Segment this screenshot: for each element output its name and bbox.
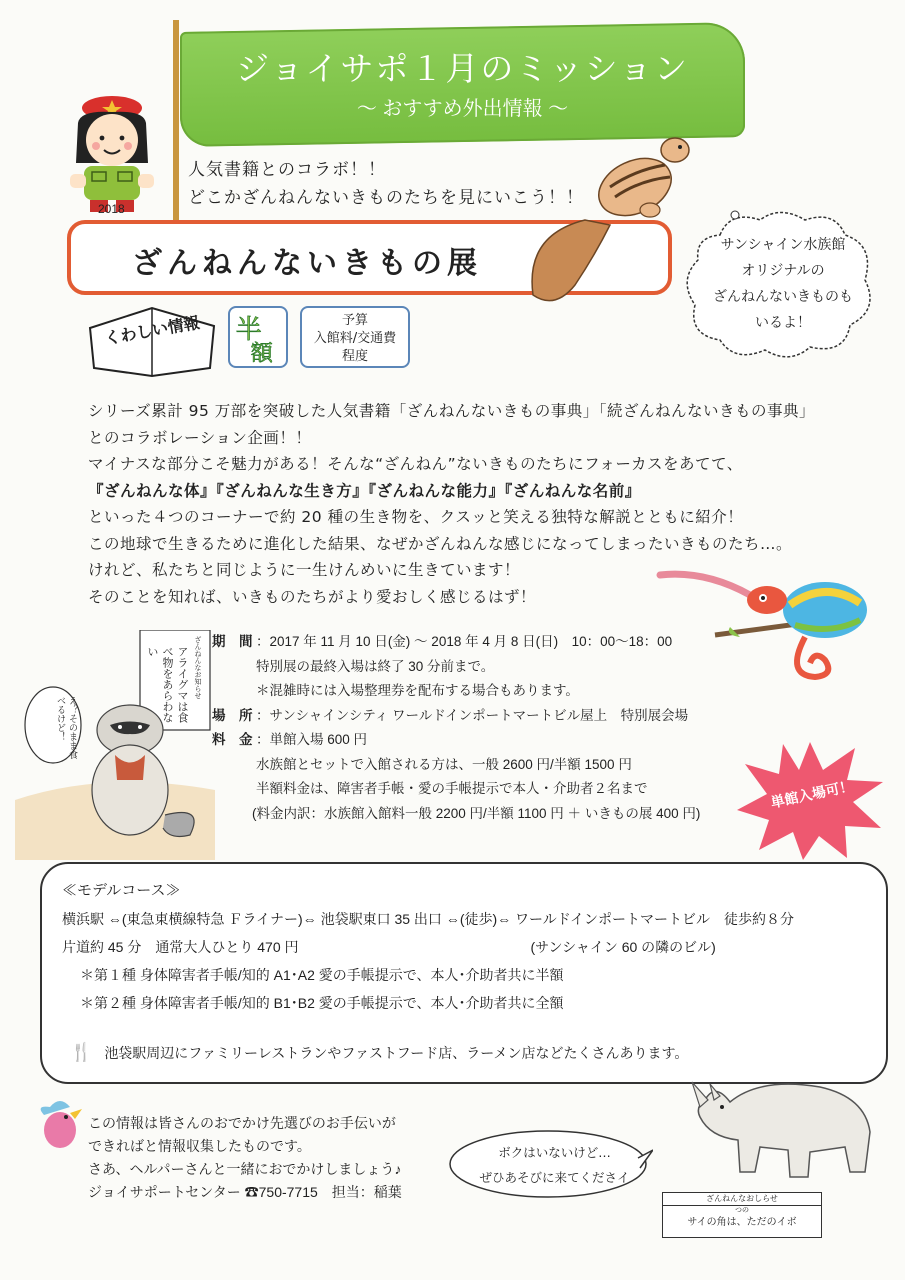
- half-price-icon: [228, 306, 288, 368]
- raccoon-sign-title: ざんねんなお知らせ: [194, 636, 202, 699]
- course-note-1: ＊第１種 身体障害者手帳/知的 A1･A2 愛の手帳提示で、本人･介助者共に半額: [80, 967, 564, 983]
- footer-line-4: ジョイサポートセンター ☎750-7715 担当：稲葉: [88, 1184, 402, 1200]
- course-duration: 片道約 45 分 通常大人ひとり 470 円: [62, 939, 299, 955]
- period-note-2: ＊混雑時には入場整理券を配布する場合もあります。: [256, 683, 579, 698]
- body-line: とのコラボレーション企画！！: [88, 428, 312, 447]
- rhino-bubble-line-1: ボクはいないけど…: [498, 1145, 611, 1160]
- body-line: 『ざんねんな体』『ざんねんな生き方』『ざんねんな能力』『ざんねんな名前』: [88, 481, 641, 500]
- cloud-line-2: オリジナルの: [741, 263, 825, 279]
- rhino-bubble-text: [462, 1140, 647, 1190]
- cloud-line-4: いるよ！: [755, 315, 811, 331]
- model-course-content: [62, 877, 882, 1017]
- fee-note-2: 半額料金は、障害者手帳・愛の手帳提示で本人・介助者２名まで: [256, 781, 648, 796]
- svg-text:額: 額: [250, 340, 273, 366]
- banner-subtitle: ～ おすすめ外出情報 ～: [356, 98, 569, 120]
- body-line: といった４つのコーナーで約 20 種の生き物を、クスッと笑える独特な解説とともに紹介！: [88, 508, 744, 526]
- fee-label: 料 金: [212, 732, 253, 747]
- cloud-text: [698, 232, 868, 336]
- budget-line-3: 程度: [341, 349, 368, 364]
- cloud-line-1: サンシャイン水族館: [720, 237, 846, 253]
- raccoon-sign-text: アライグマは食べ物をあらわない: [146, 646, 189, 723]
- course-title: ≪モデルコース≫: [62, 882, 181, 899]
- footer-line-2: できればと情報収集したものです。: [88, 1138, 311, 1154]
- rhino-notice: [662, 1192, 822, 1238]
- restaurant-text: 池袋駅周辺にファミリーレストランやファストフード店、ラーメン店などたくさんあります。: [104, 1045, 689, 1061]
- notice-title: ざんねんなおしらせ: [663, 1193, 821, 1206]
- info-label: くわしい情報: [103, 312, 202, 349]
- course-note-2: ＊第２種 身体障害者手帳/知的 B1･B2 愛の手帳提示で、本人･介助者共に全額: [80, 995, 564, 1011]
- place-label: 場 所: [212, 707, 253, 723]
- cloud-line-3: ざんねんないきものも: [713, 289, 853, 305]
- rhino-bubble-line-2: ぜひあそびに来てくださイ: [479, 1170, 630, 1185]
- footer-line-1: この情報は皆さんのおでかけ先選びのお手伝いが: [88, 1115, 396, 1131]
- course-building-note: (サンシャイン 60 の隣のビル): [530, 939, 716, 955]
- svg-text:半: 半: [235, 314, 262, 345]
- body-line: そのことを知れば、いきものたちがより愛おしく感じるはず！: [88, 587, 537, 606]
- fee-note-1: 水族館とセットで入館される方は、一般 2600 円/半額 1500 円: [256, 756, 632, 772]
- budget-line-1: 予算: [341, 313, 368, 328]
- collab-line-1: 人気書籍とのコラボ！！: [188, 160, 386, 180]
- body-line: マイナスな部分こそ魅力がある！そんな“ざんねん”ないきものたちにフォーカスをあてて、: [88, 455, 743, 473]
- fee-note-3: (料金内訳：水族館入館料一般 2200 円/半額 1100 円 ＋ いきもの展 400 円): [252, 805, 701, 821]
- budget-box: [300, 306, 410, 368]
- period-note-1: 特別展の最終入場は終了 30 分前まで。: [256, 658, 495, 674]
- fee-value: ：単館入場 600 円: [256, 732, 368, 747]
- restaurant-info: [70, 1042, 688, 1063]
- footer-line-3: さあ、ヘルパーさんと一緒におでかけしましょう♪: [88, 1161, 402, 1177]
- mascot-illustration: [60, 88, 170, 218]
- period-label: 期 間: [212, 634, 253, 649]
- body-line: この地球で生きるために進化した結果、なぜかざんねんな感じになってしまったいきものたち…。: [88, 534, 793, 553]
- raccoon-bubble-text: え？そのまま食べるけど！: [55, 696, 77, 759]
- bird-icon: [30, 1095, 85, 1155]
- budget-line-2: 入館料/交通費: [313, 331, 397, 346]
- place-value: ：サンシャインシティ ワールドインポートマートビル屋上 特別展会場: [256, 707, 689, 723]
- mascot-year: 2018: [98, 202, 125, 216]
- body-line: けれど、私たちと同じように一生けんめいに生きています！: [88, 561, 521, 579]
- footer-text: [88, 1112, 402, 1204]
- chipmunk-illustration: [515, 125, 700, 310]
- period-value: ：2017 年 11 月 10 日(金) ～ 2018 年 4 月 8 日(日) 10：00～18：00: [256, 634, 673, 649]
- collab-line-2: どこかざんねんないきものたちを見にいこう！！: [188, 188, 584, 208]
- rhino-illustration: [690, 1062, 880, 1187]
- banner-pole: [173, 20, 179, 220]
- notice-body: サイの角は、ただのイボ: [687, 1217, 797, 1228]
- banner-title: ジョイサポ１月のミッション: [235, 50, 690, 87]
- course-route: 横浜駅 ⇔(東急東横線特急 Ｆライナー)⇔ 池袋駅東口 35 出口 ⇔(徒歩)⇔ ワールドインポートマートビル 徒歩約８分: [62, 911, 795, 927]
- burst-text: 単館入場可！: [769, 778, 855, 812]
- body-line: シリーズ累計 95 万部を突破した人気書籍「ざんねんないきもの事典」「続ざんねんないきもの事典」: [88, 402, 816, 420]
- cutlery-icon: 🍴: [70, 1042, 93, 1062]
- notice-ruby: つの: [735, 1206, 749, 1214]
- exhibition-title: ざんねんないきもの展: [132, 246, 482, 281]
- half-price-glyph-icon: [230, 308, 286, 366]
